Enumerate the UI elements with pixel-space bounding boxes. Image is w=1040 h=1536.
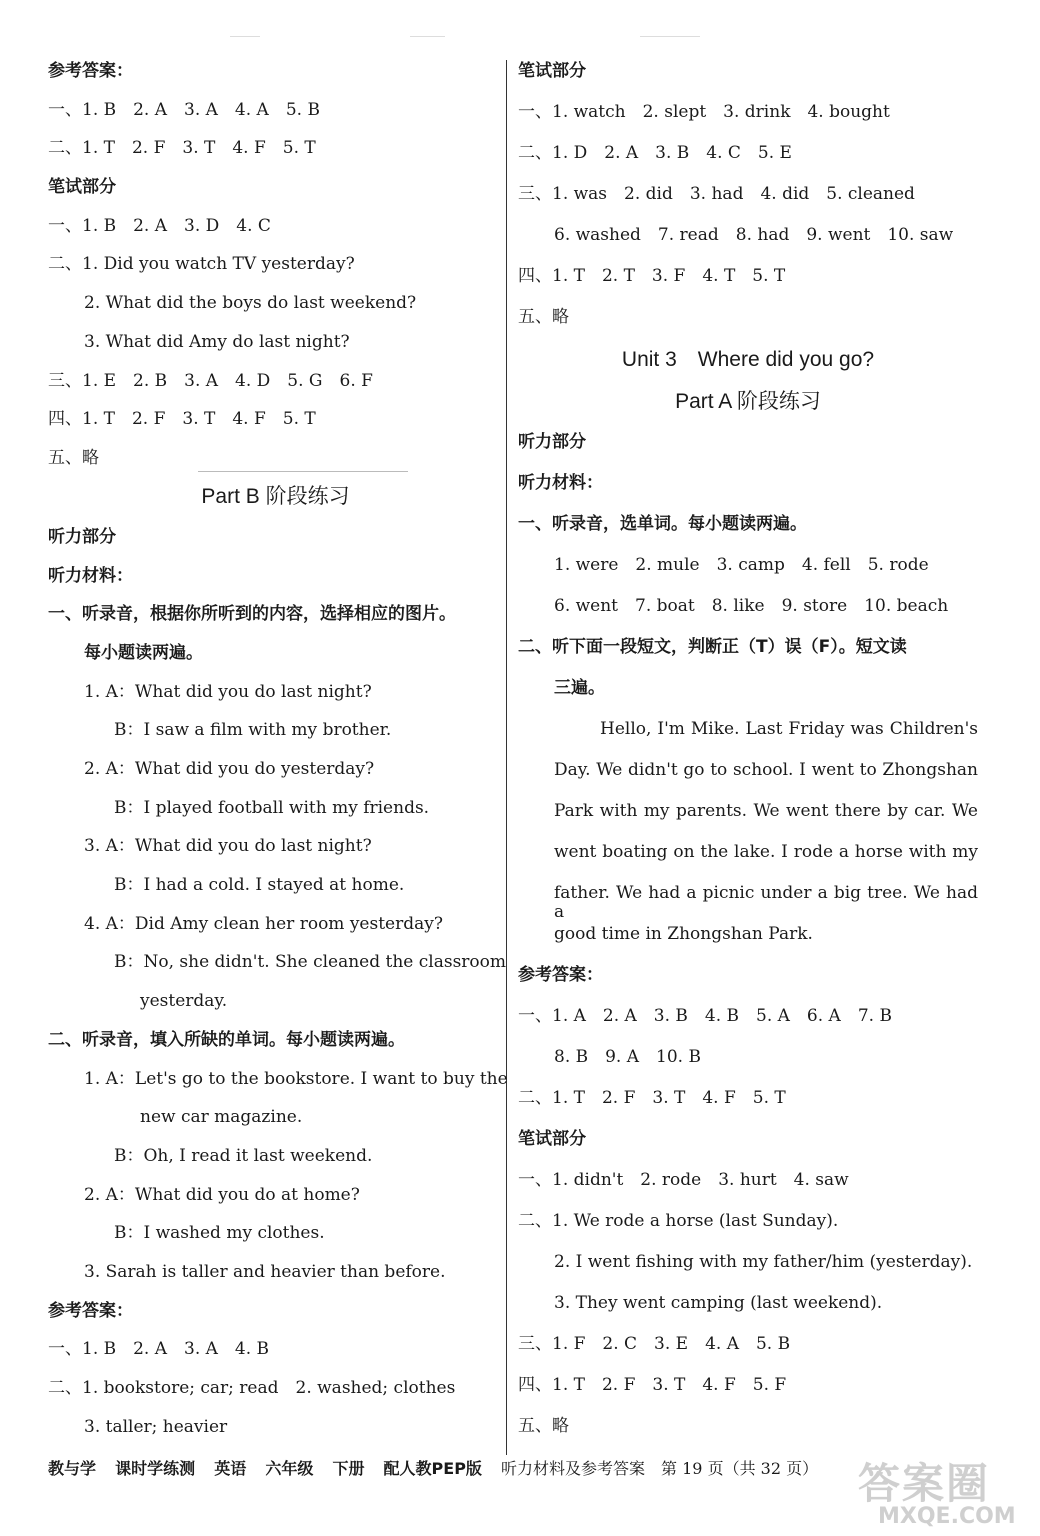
written-heading: 笔试部分 [48, 177, 116, 198]
top-mark [410, 36, 445, 37]
section-title: 一、听录音，选单词。每小题读两遍。 [518, 514, 807, 534]
answer-line: 3. taller; heavier [84, 1416, 228, 1437]
dialog-line: new car magazine. [140, 1107, 303, 1128]
answer-line: 三、1. E 2. B 3. A 4. D 5. G 6. F [48, 370, 373, 391]
footer-item: 英语 [214, 1459, 247, 1478]
dialog-line: B：I saw a film with my brother. [114, 720, 392, 741]
answer-line: 二、1. T 2. F 3. T 4. F 5. T [48, 138, 316, 159]
part-a-title: Part A 阶段练习 [675, 390, 821, 413]
dialog-line: B：Oh, I read it last weekend. [114, 1145, 373, 1166]
separator [198, 471, 408, 472]
dialog-line: 2. A：What did you do at home? [84, 1184, 360, 1205]
material-heading: 听力材料： [48, 565, 133, 586]
answer-line: 二、1. bookstore; car; read 2. washed; clothes [48, 1378, 456, 1398]
answer-line: 一、1. B 2. A 3. D 4. C [48, 215, 271, 236]
answers-heading: 参考答案： [48, 1300, 133, 1321]
dialog-line: 3. Sarah is taller and heavier than before. [84, 1261, 446, 1282]
footer-item: 六年级 [265, 1459, 314, 1478]
watermark-logo [858, 1459, 1016, 1529]
answer-line: 一、1. didn't 2. rode 3. hurt 4. saw [518, 1170, 849, 1190]
answers-heading: 参考答案： [48, 61, 133, 81]
answer-line: 一、1. B 2. A 3. A 4. A 5. B [48, 99, 320, 120]
answer-line: 二、1. T 2. F 3. T 4. F 5. T [518, 1088, 786, 1108]
word-line: 1. were 2. mule 3. camp 4. fell 5. rode [554, 555, 929, 575]
dialog-line: 3. A：What did you do last night? [84, 836, 372, 857]
passage-line: good time in Zhongshan Park. [554, 924, 813, 944]
answer-line: 2. What did the boys do last weekend? [84, 293, 417, 314]
answer-line: 8. B 9. A 10. B [554, 1047, 701, 1067]
dialog-line: 2. A：What did you do yesterday? [84, 759, 375, 779]
watermark-text: 答案圈 [858, 1459, 991, 1508]
page-number: 听力材料及参考答案 第 19 页（共 32 页） [501, 1459, 819, 1478]
dialog-line: 1. A：Let's go to the bookstore. I want to buy the [84, 1068, 508, 1089]
part-b-title: Part B 阶段练习 [201, 484, 350, 508]
answer-line: 一、1. watch 2. slept 3. drink 4. bought [518, 102, 890, 122]
answer-line: 一、1. B 2. A 3. A 4. B [48, 1339, 270, 1360]
column-divider [506, 60, 507, 1455]
word-line: 6. went 7. boat 8. like 9. store 10. beach [554, 596, 949, 616]
answer-line: 二、1. Did you watch TV yesterday? [48, 254, 355, 275]
listening-heading: 听力部分 [48, 526, 116, 547]
answer-line: 二、1. We rode a horse (last Sunday). [518, 1211, 839, 1231]
top-mark [230, 36, 260, 37]
answer-line: 五、略 [518, 307, 569, 327]
section-title: 三遍。 [554, 678, 605, 698]
dialog-line: B：No, she didn't. She cleaned the classroom [114, 952, 507, 973]
top-mark [640, 36, 700, 37]
answer-line: 四、1. T 2. T 3. F 4. T 5. T [518, 266, 786, 286]
answer-line: 3. They went camping (last weekend). [554, 1293, 883, 1313]
passage-line: Park with my parents. We went there by car. We [554, 801, 978, 821]
footer-item: 下册 [332, 1459, 365, 1478]
answer-line: 6. washed 7. read 8. had 9. went 10. saw [554, 225, 954, 245]
footer-item: 课时学练测 [115, 1459, 196, 1478]
dialog-line: 1. A：What did you do last night? [84, 681, 372, 702]
dialog-line: B：I washed my clothes. [114, 1223, 325, 1244]
answer-line: 一、1. A 2. A 3. B 4. B 5. A 6. A 7. B [518, 1006, 892, 1026]
answer-line: 二、1. D 2. A 3. B 4. C 5. E [518, 143, 792, 163]
dialog-line: B：I played football with my friends. [114, 797, 430, 818]
unit-title: Unit 3 Where did you go? [621, 348, 875, 371]
dialog-line: yesterday. [140, 991, 228, 1012]
left-column [48, 61, 508, 1456]
section-title: 一、听录音，根据你所听到的内容，选择相应的图片。 [48, 604, 456, 625]
answer-line: 四、1. T 2. F 3. T 4. F 5. T [48, 409, 316, 430]
footer-item: 配人教PEP版 [383, 1459, 482, 1478]
watermark-url: MXQE.COM [878, 1504, 1016, 1529]
footer-item: 教与学 [48, 1459, 97, 1478]
page-footer [48, 1456, 818, 1479]
answer-line: 2. I went fishing with my father/him (yesterday). [554, 1252, 973, 1272]
answer-line: 五、略 [48, 447, 99, 468]
dialog-line: B：I had a cold. I stayed at home. [114, 875, 405, 896]
answer-line: 三、1. F 2. C 3. E 4. A 5. B [518, 1334, 791, 1354]
passage-line: went boating on the lake. I rode a horse with my [554, 842, 978, 862]
answers-heading: 参考答案： [518, 965, 603, 985]
answer-line: 3. What did Amy do last night? [84, 331, 350, 352]
answer-line: 四、1. T 2. F 3. T 4. F 5. F [518, 1375, 787, 1395]
written-heading: 笔试部分 [518, 61, 586, 81]
dialog-line: 4. A：Did Amy clean her room yesterday? [84, 913, 443, 934]
material-heading: 听力材料： [518, 473, 603, 493]
section-title: 二、听下面一段短文，判断正（T）误（F）。短文读 [518, 637, 907, 657]
section-title: 二、听录音，填入所缺的单词。每小题读两遍。 [48, 1029, 405, 1050]
written-heading: 笔试部分 [518, 1129, 586, 1149]
answer-line: 五、略 [518, 1416, 569, 1436]
passage-line: Day. We didn't go to school. I went to Zhongshan [554, 760, 978, 780]
right-column [518, 62, 978, 1458]
passage-line: father. We had a picnic under a big tree. We had a [554, 883, 978, 922]
listening-heading: 听力部分 [518, 432, 586, 452]
answer-line: 三、1. was 2. did 3. had 4. did 5. cleaned [518, 184, 915, 204]
passage-line: Hello, I'm Mike. Last Friday was Children's [600, 719, 978, 739]
section-title: 每小题读两遍。 [84, 642, 203, 663]
